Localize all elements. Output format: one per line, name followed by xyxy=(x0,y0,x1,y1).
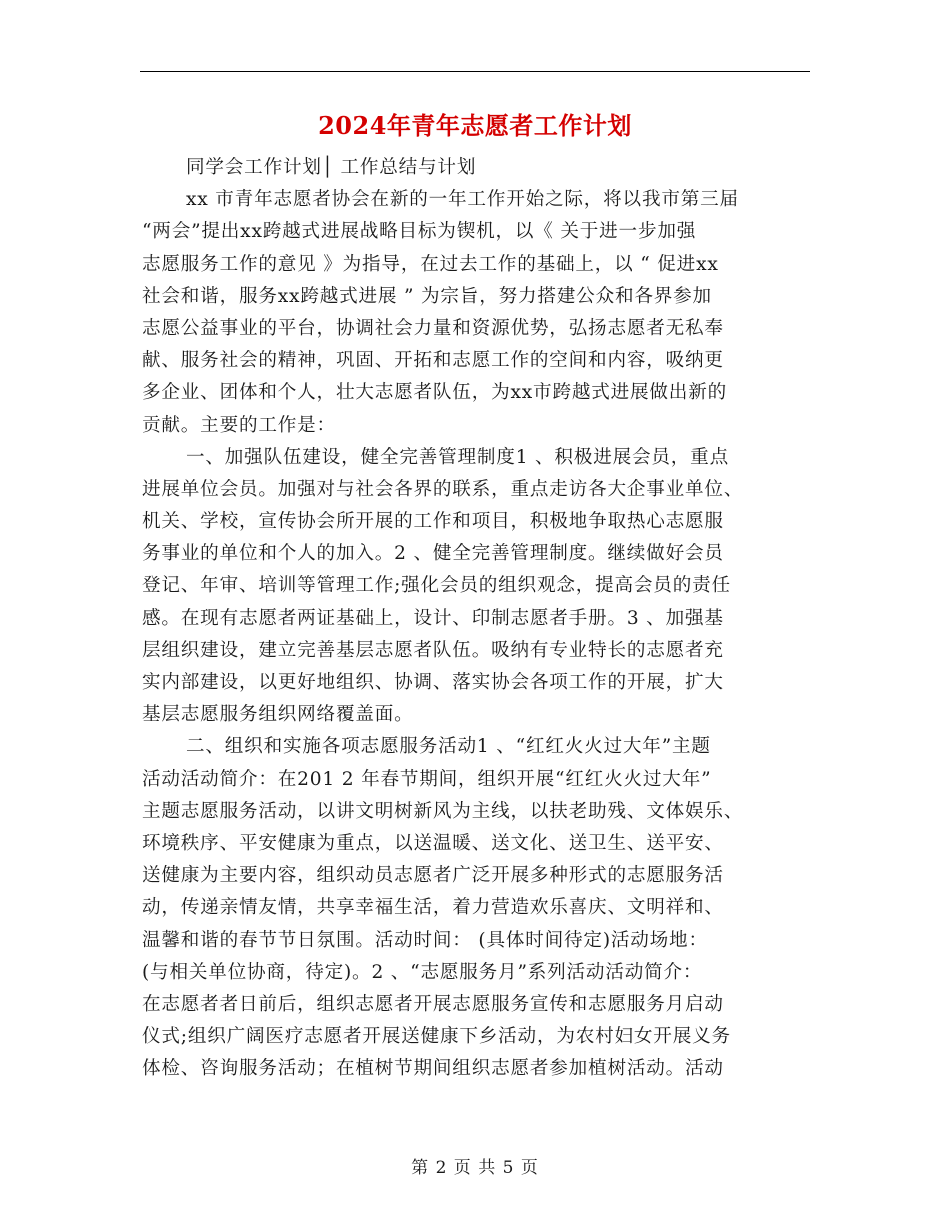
header-rule xyxy=(140,71,810,72)
body-line: 同学会工作计划│ 工作总结与计划 xyxy=(186,157,477,178)
body-line: 活动活动简介：在201 2 年春节期间，组织开展“红红火火过大年” xyxy=(142,768,712,790)
body-line: (与相关单位协商，待定)。2 、“志愿服务月”系列活动活动简介： xyxy=(142,961,703,983)
body-line: 送健康为主要内容，组织动员志愿者广泛开展多种形式的志愿服务活 xyxy=(142,865,724,887)
body-line: 动，传递亲情友情，共享幸福生活，着力营造欢乐喜庆、文明祥和、 xyxy=(142,897,724,919)
body-line: 实内部建设，以更好地组织、协调、落实协会各项工作的开展，扩大 xyxy=(142,672,724,693)
body-line: 多企业、团体和个人，壮大志愿者队伍，为xx市跨越式进展做出新的 xyxy=(142,382,727,404)
body-line: 层组织建设，建立完善基层志愿者队伍。吸纳有专业特长的志愿者充 xyxy=(142,639,724,661)
body-line: 志愿服务工作的意见 》为指导，在过去工作的基础上，以 “ 促进xx xyxy=(142,253,719,275)
body-line: 感。在现有志愿者两证基础上，设计、印制志愿者手册。3 、加强基 xyxy=(142,607,724,629)
page-number-footer: 第 2 页 共 5 页 xyxy=(411,1158,539,1178)
body-line: 基层志愿服务组织网络覆盖面。 xyxy=(142,704,414,726)
body-line: 机关、学校，宣传协会所开展的工作和项目，积极地争取热心志愿服 xyxy=(142,511,724,533)
document-title: 2024年青年志愿者工作计划 xyxy=(318,111,632,140)
body-line: 务事业的单位和个人的加入。2 、健全完善管理制度。继续做好会员 xyxy=(142,543,724,565)
body-line: “两会”提出xx跨越式进展战略目标为锲机，以《 关于进一步加强 xyxy=(142,221,697,243)
body-line: 主题志愿服务活动，以讲文明树新风为主线，以扶老助残、文体娱乐、 xyxy=(142,800,744,822)
body-line: 二、组织和实施各项志愿服务活动1 、“红红火火过大年”主题 xyxy=(186,736,711,758)
body-line: 登记、年审、培训等管理工作;强化会员的组织观念，提高会员的责任 xyxy=(142,575,731,597)
body-line: xx 市青年志愿者协会在新的一年工作开始之际，将以我市第三届 xyxy=(186,189,739,211)
body-line: 进展单位会员。加强对与社会各界的联系，重点走访各大企事业单位、 xyxy=(142,478,744,500)
document-body xyxy=(142,152,812,1085)
body-line: 献、服务社会的精神，巩固、开拓和志愿工作的空间和内容，吸纳更 xyxy=(142,350,724,372)
body-line: 志愿公益事业的平台，协调社会力量和资源优势，弘扬志愿者无私奉 xyxy=(142,317,724,339)
body-line: 环境秩序、平安健康为重点，以送温暖、送文化、送卫生、送平安、 xyxy=(142,832,724,854)
body-line: 贡献。主要的工作是： xyxy=(142,414,336,436)
body-line: 体检、咨询服务活动；在植树节期间组织志愿者参加植树活动。活动 xyxy=(142,1058,724,1080)
body-line: 在志愿者者日前后，组织志愿者开展志愿服务宣传和志愿服务月启动 xyxy=(142,993,724,1015)
body-line: 社会和谐，服务xx跨越式进展 ” 为宗旨，努力搭建公众和各界参加 xyxy=(142,285,712,307)
body-line: 一、加强队伍建设，健全完善管理制度1 、积极进展会员，重点 xyxy=(186,446,729,468)
body-line: 仪式;组织广阔医疗志愿者开展送健康下乡活动，为农村妇女开展义务 xyxy=(142,1026,731,1048)
body-line: 温馨和谐的春节节日氛围。活动时间： (具体时间待定)活动场地： xyxy=(142,929,708,951)
